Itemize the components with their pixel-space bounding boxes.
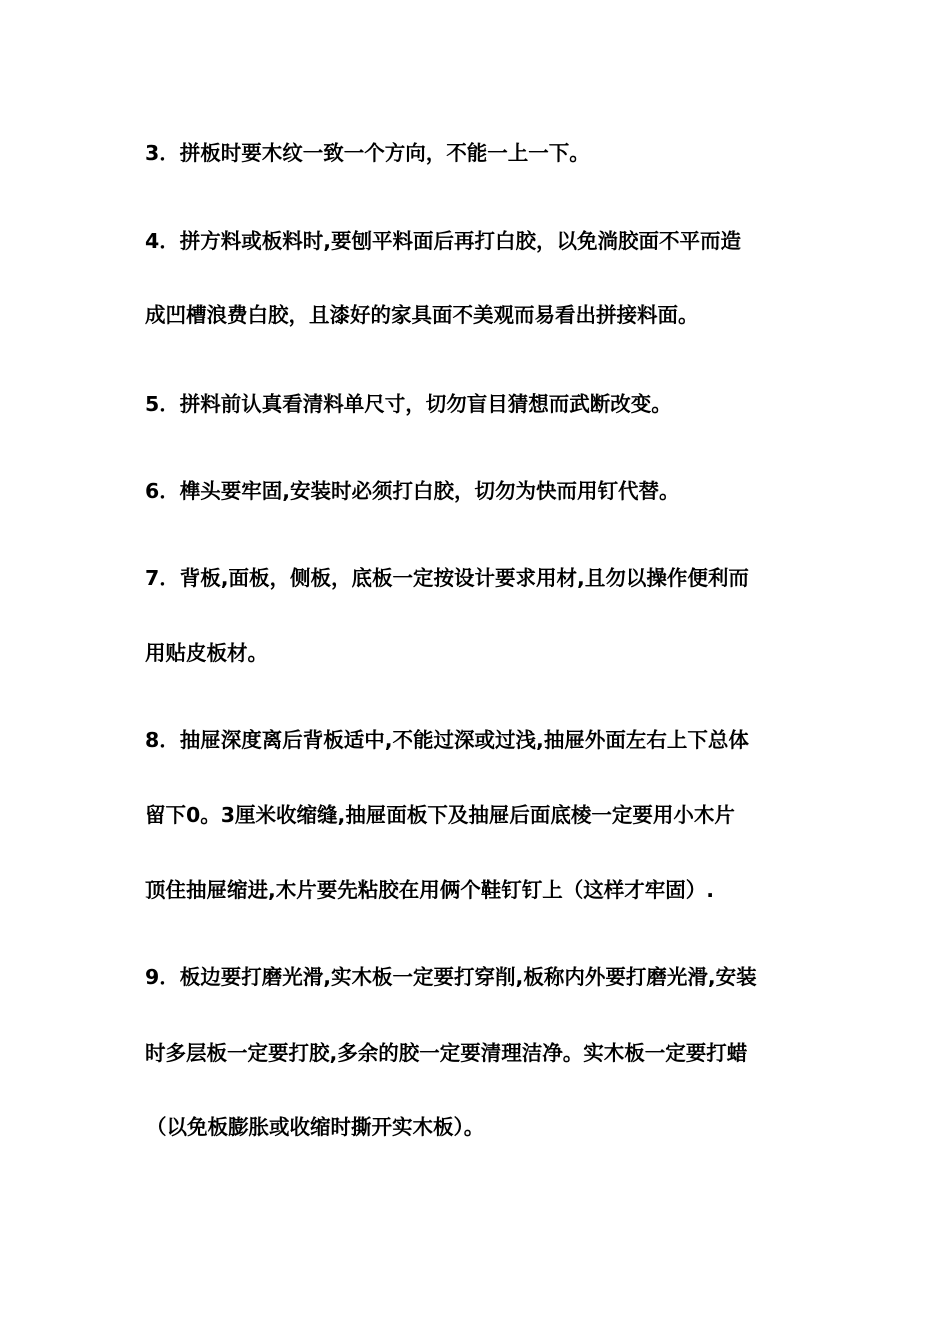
paragraph-8-line-2: 留下0。3厘米收缩缝,抽屉面板下及抽屉后面底棱一定要用小木片 [145,803,735,827]
paragraph-4-line-1: 4．拼方料或板料时,要刨平料面后再打白胶，以免淌胶面不平而造 [145,229,742,253]
paragraph-9-line-2: 时多层板一定要打胶,多余的胶一定要清理洁净。实木板一定要打蜡 [145,1041,748,1065]
paragraph-8-line-3: 顶住抽屉缩进,木片要先粘胶在用俩个鞋钉钉上（这样才牢固）. [145,878,715,902]
paragraph-4-line-2: 成凹槽浪费白胶，且漆好的家具面不美观而易看出拼接料面。 [145,303,699,327]
paragraph-3-line-1: 3．拼板时要木纹一致一个方向，不能一上一下。 [145,141,590,165]
paragraph-6-line-1: 6．榫头要牢固,安装时必须打白胶，切勿为快而用钉代替。 [145,479,680,503]
paragraph-9-line-3: （以免板膨胀或收缩时撕开实木板）。 [146,1115,485,1139]
paragraph-7-line-2: 用贴皮板材。 [145,641,268,665]
paragraph-9-line-1: 9．板边要打磨光滑,实木板一定要打穿削,板称内外要打磨光滑,安装 [145,965,757,989]
paragraph-8-line-1: 8．抽屉深度离后背板适中,不能过深或过浅,抽屉外面左右上下总体 [145,728,749,752]
paragraph-7-line-1: 7．背板,面板，侧板，底板一定按设计要求用材,且勿以操作便利而 [145,566,749,590]
paragraph-5-line-1: 5．拼料前认真看清料单尺寸，切勿盲目猜想而武断改变。 [145,392,672,416]
